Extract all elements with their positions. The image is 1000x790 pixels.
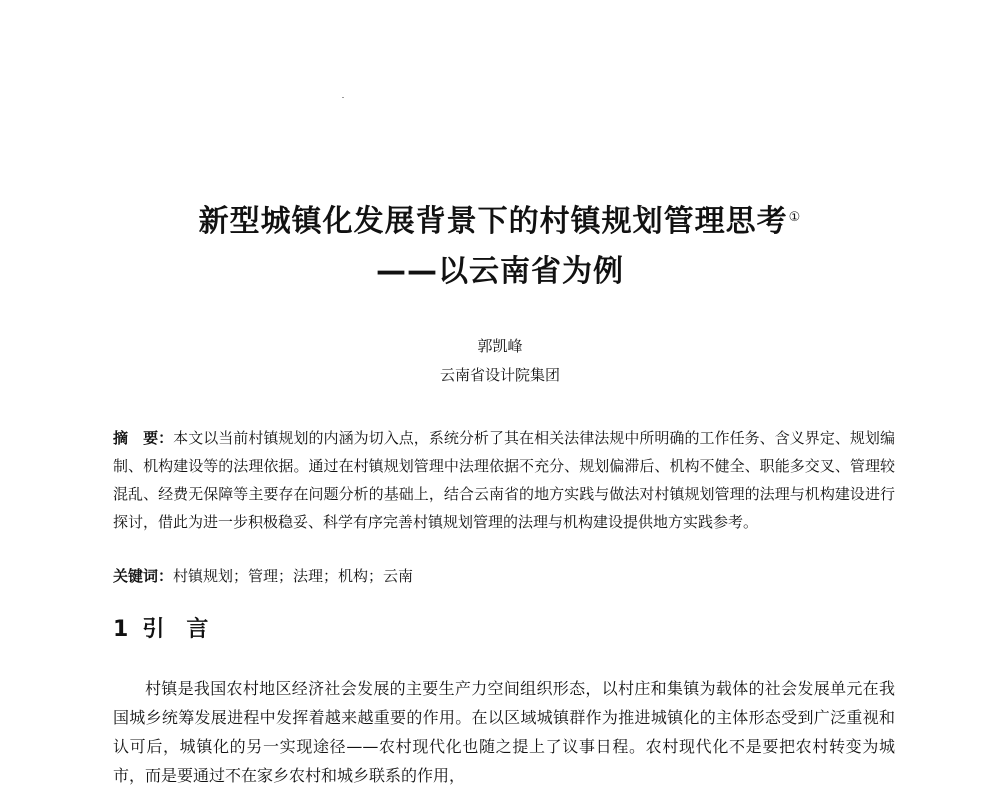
keywords-label: 关键词： — [113, 567, 174, 585]
title-footnote-marker: ① — [788, 210, 802, 225]
abstract — [113, 424, 895, 536]
author-affiliation: 云南省设计院集团 — [439, 366, 560, 384]
body-paragraph: 村镇是我国农村地区经济社会发展的主要生产力空间组织形态，以村庄和集镇为载体的社会发展单元在我国城乡统筹发展进程中发挥着越来越重要的作用。在以区域城镇群作为推进城镇化的主体形态受到广泛重视和认可后，城镇化的另一实现途径——农村现代化也随之提上了议事日程。农村现代化不是要把农村转变为城市，而是要通过不在家乡农村和城乡联系的作用， — [113, 679, 895, 785]
keywords-text: 村镇规划；管理；法理；机构；云南 — [173, 567, 414, 585]
paper-title-text: 新型城镇化发展背景下的村镇规划管理思考 — [198, 204, 788, 239]
author-name: 郭凯峰 — [477, 337, 523, 355]
section-number: 1 — [113, 617, 129, 642]
abstract-label: 摘 要： — [113, 429, 174, 447]
paper-title — [100, 202, 900, 242]
section-title: 引 言 — [142, 617, 209, 642]
keywords — [113, 562, 895, 590]
section-heading — [113, 613, 208, 647]
paper-subtitle: ——以云南省为例 — [376, 254, 624, 289]
scan-speck — [342, 97, 344, 98]
abstract-text: 本文以当前村镇规划的内涵为切入点，系统分析了其在相关法律法规中所明确的工作任务、含义界定、规划编制、机构建设等的法理依据。通过在村镇规划管理中法理依据不充分、规划偏滞后、机构不健全、职能多交叉、管理较混乱、经费无保障等主要存在问题分析的基础上，结合云南省的地方实践与做法对村镇规划管理的法理与机构建设进行探讨，借此为进一步积极稳妥、科学有序完善村镇规划管理的法理与机构建设提供地方实践参考。 — [113, 429, 895, 531]
